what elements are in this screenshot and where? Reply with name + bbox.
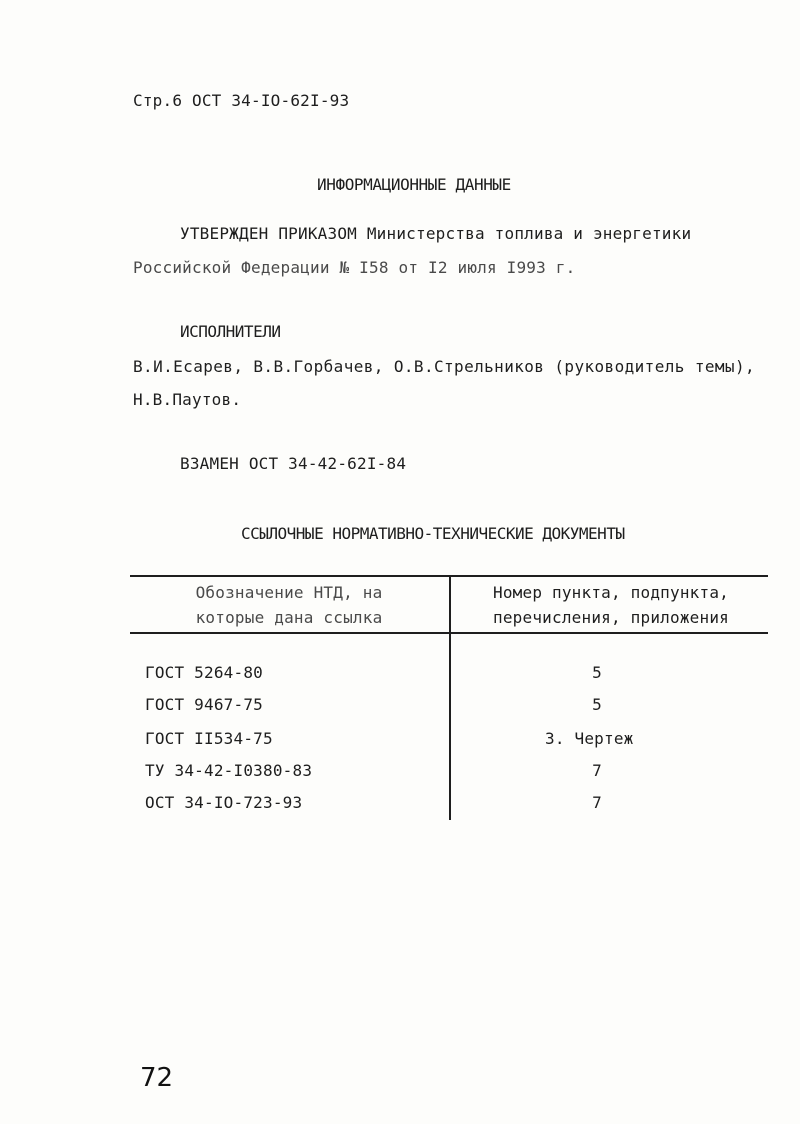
table-row-doc: ТУ 34-42-I0380-83	[145, 761, 313, 780]
executors-line-1: В.И.Есарев, В.В.Горбачев, О.В.Стрельников (руководитель темы),	[133, 357, 756, 376]
section-title-info: ИНФОРМАЦИОННЫЕ ДАННЫЕ	[317, 175, 511, 194]
table-header-col2-line2: перечисления, приложения	[493, 608, 729, 627]
executors-heading: ИСПОЛНИТЕЛИ	[180, 322, 281, 341]
table-row-ref: 5	[592, 695, 602, 714]
table-header-col2-line1: Номер пункта, подпункта,	[493, 583, 729, 602]
table-header-col1-line2: которые дана ссылка	[195, 608, 383, 627]
table-row-doc: ГОСТ 9467-75	[145, 695, 263, 714]
executors-line-2: Н.В.Паутов.	[133, 390, 242, 409]
table-row-ref: 7	[592, 761, 602, 780]
page-number: 72	[140, 1063, 174, 1093]
table-column-divider	[449, 576, 451, 820]
approved-line-2: Российской Федерации № I58 от I2 июля I993 г.	[133, 258, 576, 277]
table-row-ref: 3. Чертеж	[545, 729, 634, 748]
table-header-col1-line1: Обозначение НТД, на	[195, 583, 383, 602]
table-row-ref: 7	[592, 793, 602, 812]
replaces-standard: ВЗАМЕН ОСТ 34-42-62I-84	[180, 454, 407, 473]
table-row-doc: ГОСТ II534-75	[145, 729, 273, 748]
table-row-doc: ГОСТ 5264-80	[145, 663, 263, 682]
table-row-doc: ОСТ 34-IO-723-93	[145, 793, 303, 812]
table-row-ref: 5	[592, 663, 602, 682]
page-reference: Стр.6 ОСТ 34-IO-62I-93	[133, 91, 350, 110]
section-title-references: ССЫЛОЧНЫЕ НОРМАТИВНО-ТЕХНИЧЕСКИЕ ДОКУМЕНТЫ	[241, 524, 625, 543]
approved-line-1: УТВЕРЖДЕН ПРИКАЗОМ Министерства топлива и энергетики	[180, 224, 692, 243]
